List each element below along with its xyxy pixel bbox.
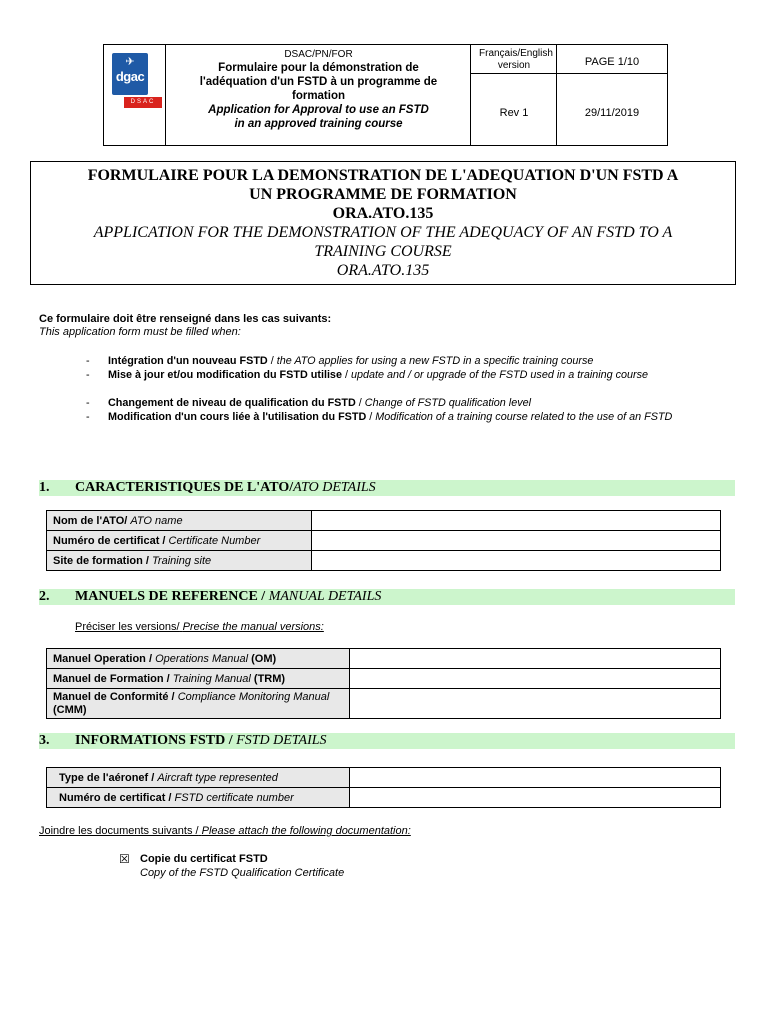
- title-fr-line2: UN PROGRAMME DE FORMATION: [249, 186, 517, 203]
- logo-cell: [104, 45, 166, 145]
- table-row: Site de formation / Training site: [47, 551, 721, 571]
- training-site-field[interactable]: [312, 551, 721, 571]
- intro-en: This application form must be filled when:: [39, 326, 241, 338]
- manual-note: Préciser les versions/ Precise the manual versions:: [75, 621, 324, 633]
- attach-note: Joindre les documents suivants / Please attach the following documentation:: [39, 825, 411, 837]
- title-fr-ref: ORA.ATO.135: [332, 205, 434, 222]
- title-en-line2: TRAINING COURSE: [314, 243, 452, 260]
- operations-manual-field[interactable]: [350, 649, 721, 669]
- attachment-label-fr: Copie du certificat FSTD: [140, 853, 268, 865]
- header-title-fr: Formulaire pour la démonstration de l'adéquation d'un FSTD à un programme de formation: [199, 62, 438, 102]
- header-date: 29/11/2019: [584, 107, 640, 119]
- fstd-certificate-field[interactable]: [350, 788, 721, 808]
- title-en-line1: APPLICATION FOR THE DEMONSTRATION OF THE ADEQUACY OF AN FSTD TO A: [93, 224, 673, 241]
- attachment-label-en: Copy of the FSTD Qualification Certificate: [140, 867, 345, 879]
- attachment-checkbox[interactable]: ☒: [119, 852, 130, 866]
- header-rev: Rev 1: [499, 107, 529, 119]
- table-row: Numéro de certificat / Certificate Number: [47, 531, 721, 551]
- table-row: Type de l'aéronef / Aircraft type represented: [47, 768, 721, 788]
- section-1-heading: 1. CARACTERISTIQUES DE L'ATO/ATO DETAILS: [39, 480, 735, 496]
- section-2-heading: 2. MANUELS DE REFERENCE / MANUAL DETAILS: [39, 589, 735, 605]
- title-fr-line1: FORMULAIRE POUR LA DEMONSTRATION DE L'ADEQUATION D'UN FSTD A: [87, 167, 679, 184]
- header-title-en: Application for Approval to use an FSTD in an approved training course: [208, 104, 429, 130]
- table-row: Nom de l'ATO/ ATO name: [47, 511, 721, 531]
- table-row: Manuel de Conformité / Compliance Monitoring Manual (CMM): [47, 689, 721, 719]
- dgac-logo: ✈ dgac DSAC: [108, 53, 160, 111]
- header-page: PAGE 1/10: [584, 56, 640, 68]
- title-en-ref: ORA.ATO.135: [336, 262, 430, 279]
- header-ref: DSAC/PN/FOR: [284, 49, 353, 60]
- table-row: Numéro de certificat / FSTD certificate number: [47, 788, 721, 808]
- header-table: [103, 44, 668, 146]
- aircraft-type-field[interactable]: [350, 768, 721, 788]
- fstd-details-table: [46, 767, 721, 808]
- training-manual-field[interactable]: [350, 669, 721, 689]
- section-3-heading: 3. INFORMATIONS FSTD / FSTD DETAILS: [39, 733, 735, 749]
- ato-details-table: [46, 510, 721, 571]
- certificate-number-field[interactable]: [312, 531, 721, 551]
- manual-details-table: [46, 648, 721, 719]
- document-title-box: [30, 161, 736, 285]
- compliance-manual-field[interactable]: [350, 689, 721, 719]
- table-row: Manuel de Formation / Training Manual (TRM): [47, 669, 721, 689]
- intro-fr: Ce formulaire doit être renseigné dans les cas suivants:: [39, 313, 332, 325]
- ato-name-field[interactable]: [312, 511, 721, 531]
- plane-icon: ✈: [125, 56, 135, 68]
- table-row: Manuel Operation / Operations Manual (OM): [47, 649, 721, 669]
- header-lang: Français/English version: [479, 48, 553, 71]
